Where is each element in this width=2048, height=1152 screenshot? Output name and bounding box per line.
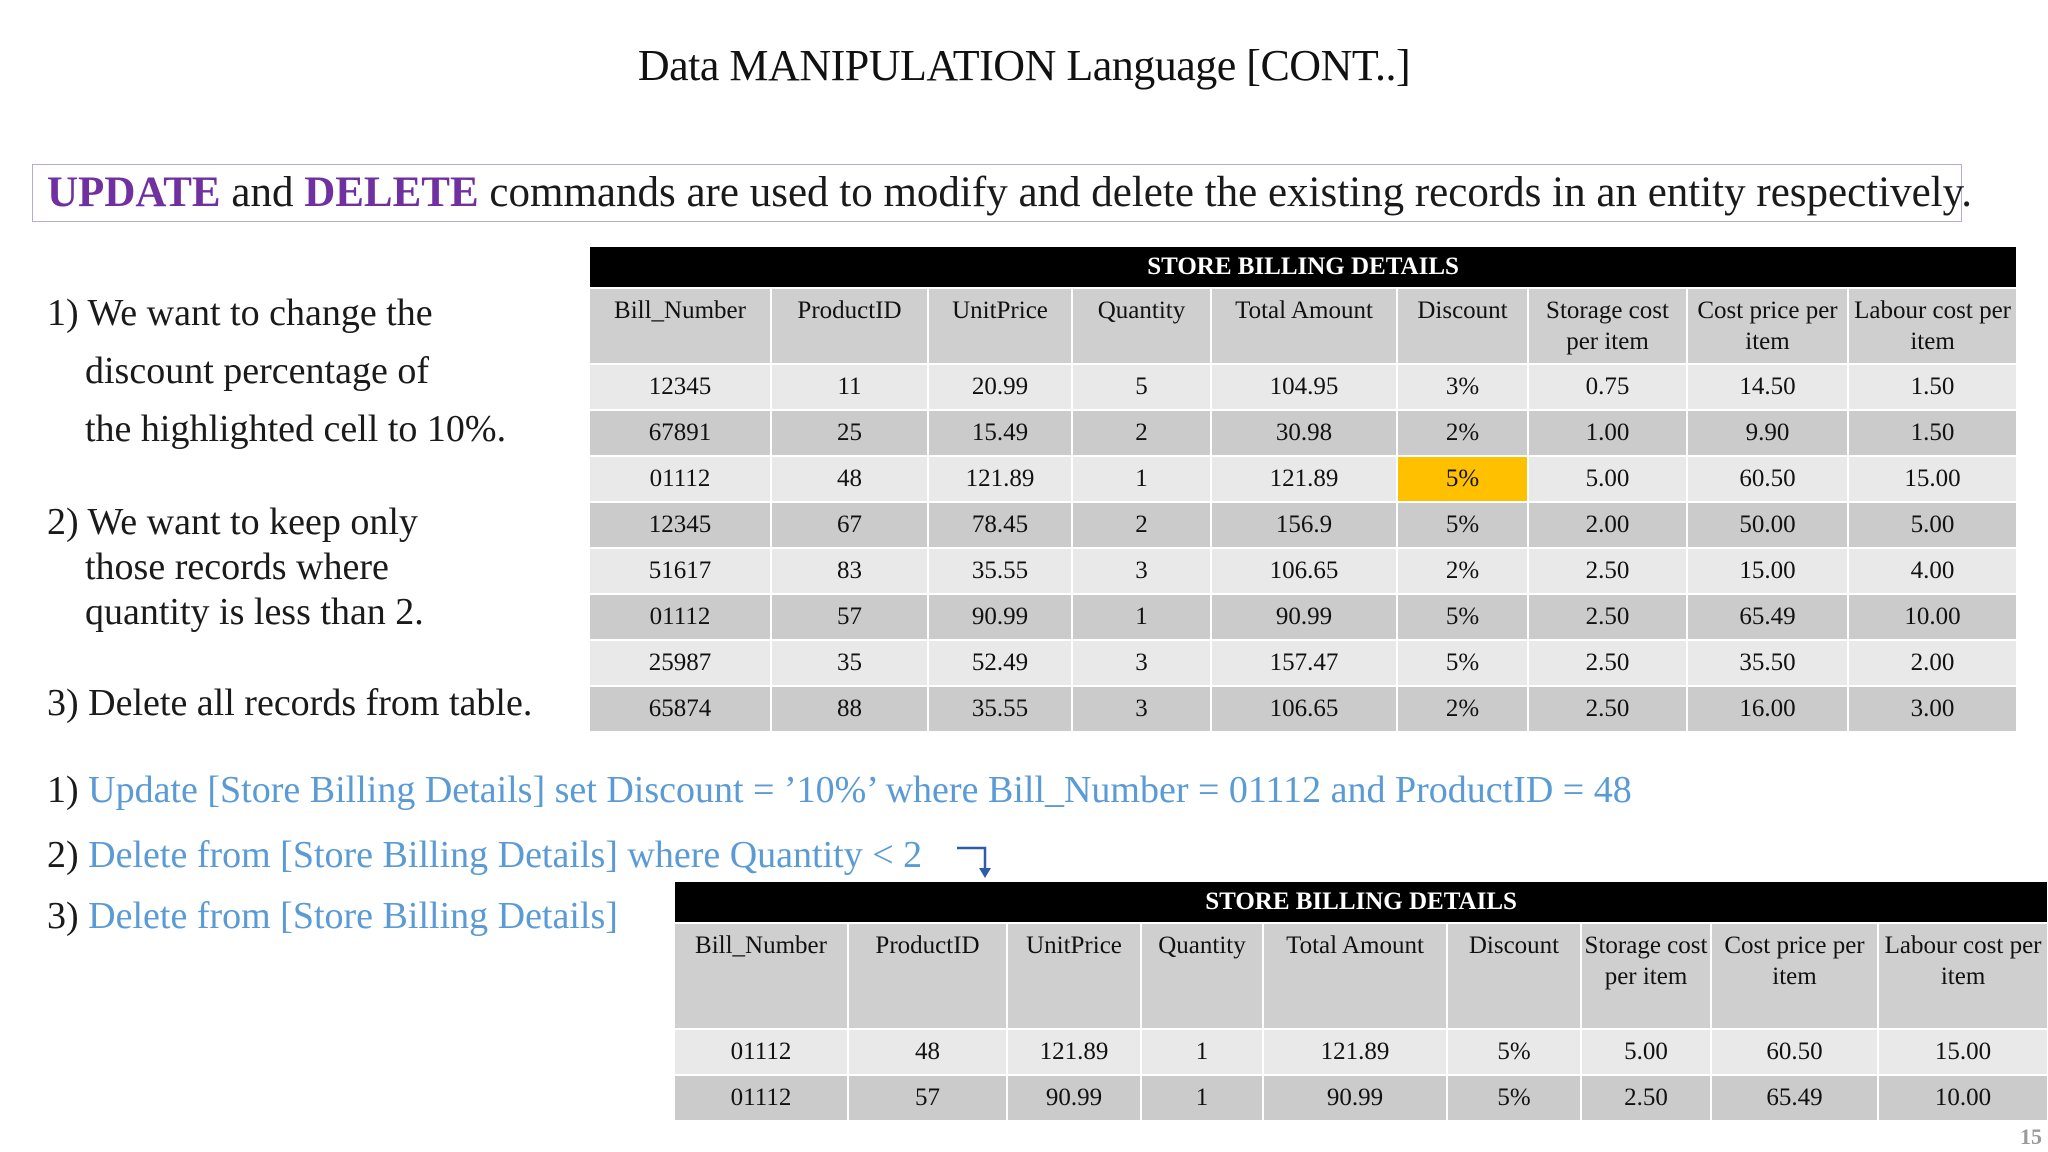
- table-cell: 01112: [589, 594, 771, 640]
- col-header: ProductID: [848, 923, 1007, 1029]
- table-cell: 52.49: [928, 640, 1072, 686]
- table-cell: 15.00: [1878, 1029, 2048, 1075]
- col-header: ProductID: [771, 288, 928, 364]
- highlighted-discount-cell: 5%: [1397, 456, 1528, 502]
- arrow-down-icon: [955, 840, 1005, 880]
- col-header: Labour cost per item: [1878, 923, 2048, 1029]
- task-1-line2: discount percentage of: [85, 350, 429, 392]
- answer-1-number: 1): [47, 769, 89, 811]
- answer-3: [47, 894, 618, 938]
- table-row: [589, 548, 2017, 594]
- task-3: [47, 674, 607, 732]
- table-cell: 35.50: [1687, 640, 1848, 686]
- col-header: Quantity: [1072, 288, 1211, 364]
- table-cell: 3%: [1397, 364, 1528, 410]
- table-cell: 10.00: [1848, 594, 2017, 640]
- page-number: 15: [2020, 1124, 2042, 1149]
- table-cell: 5%: [1447, 1029, 1581, 1075]
- table-cell: 90.99: [1211, 594, 1397, 640]
- task-1-line3: the highlighted cell to 10%.: [85, 408, 507, 450]
- answer-2-sql: Delete from [Store Billing Details] where Quantity < 2: [88, 834, 923, 876]
- task-2-line2: those records where: [85, 546, 389, 588]
- answer-1-sql: Update [Store Billing Details] set Discount = ’10%’ where Bill_Number = 01112 and ProductID = 48: [88, 769, 1632, 811]
- table-cell: 25: [771, 410, 928, 456]
- header-row: [674, 923, 2048, 1029]
- table-cell: 65.49: [1687, 594, 1848, 640]
- table-cell: 2.50: [1581, 1075, 1711, 1121]
- table-cell: 3: [1072, 686, 1211, 732]
- table-cell: 67891: [589, 410, 771, 456]
- task-1-line1: 1) We want to change the: [47, 292, 433, 334]
- table-cell: 0.75: [1528, 364, 1687, 410]
- task-2-line3: quantity is less than 2.: [85, 591, 424, 633]
- table-caption: STORE BILLING DETAILS: [589, 246, 2017, 288]
- table-cell: 2.00: [1528, 502, 1687, 548]
- table-row: [589, 594, 2017, 640]
- table-cell: 60.50: [1687, 456, 1848, 502]
- table-cell: 2.50: [1528, 640, 1687, 686]
- store-billing-table-result: [673, 880, 2048, 1122]
- table-cell: 1: [1141, 1075, 1263, 1121]
- table-cell: 90.99: [1263, 1075, 1447, 1121]
- table-cell: 30.98: [1211, 410, 1397, 456]
- table-cell: 2: [1072, 410, 1211, 456]
- table-cell: 48: [771, 456, 928, 502]
- col-header: Cost price per item: [1711, 923, 1878, 1029]
- table-cell: 2%: [1397, 548, 1528, 594]
- table-cell: 01112: [589, 456, 771, 502]
- table-cell: 50.00: [1687, 502, 1848, 548]
- table-cell: 3: [1072, 640, 1211, 686]
- table-cell: 83: [771, 548, 928, 594]
- table-row: [589, 640, 2017, 686]
- task-2-line1: 2) We want to keep only: [47, 501, 418, 543]
- table-cell: 1: [1072, 594, 1211, 640]
- table-cell: 14.50: [1687, 364, 1848, 410]
- table-cell: 2.00: [1848, 640, 2017, 686]
- table-cell: 57: [848, 1075, 1007, 1121]
- table-cell: 88: [771, 686, 928, 732]
- table-cell: 2.50: [1528, 686, 1687, 732]
- answer-3-sql: Delete from [Store Billing Details]: [88, 895, 618, 937]
- table-cell: 5.00: [1848, 502, 2017, 548]
- table-cell: 12345: [589, 502, 771, 548]
- table-cell: 35.55: [928, 686, 1072, 732]
- table-cell: 16.00: [1687, 686, 1848, 732]
- delete-keyword: DELETE: [304, 169, 479, 216]
- table-cell: 10.00: [1878, 1075, 2048, 1121]
- table-cell: 121.89: [928, 456, 1072, 502]
- table-cell: 01112: [674, 1075, 848, 1121]
- table-cell: 51617: [589, 548, 771, 594]
- table-row: [589, 364, 2017, 410]
- table-cell: 15.00: [1848, 456, 2017, 502]
- answer-1: [47, 768, 1632, 812]
- table-cell: 121.89: [1007, 1029, 1141, 1075]
- store-billing-table-original: [588, 245, 2018, 733]
- table-cell: 1: [1072, 456, 1211, 502]
- col-header: Total Amount: [1211, 288, 1397, 364]
- col-header: Discount: [1397, 288, 1528, 364]
- task-3-line1: 3) Delete all records from table.: [47, 682, 533, 724]
- table-cell: 121.89: [1211, 456, 1397, 502]
- table-cell: 5.00: [1528, 456, 1687, 502]
- table-cell: 2: [1072, 502, 1211, 548]
- task-2: [47, 500, 587, 635]
- table-cell: 5: [1072, 364, 1211, 410]
- table-cell: 90.99: [1007, 1075, 1141, 1121]
- col-header: UnitPrice: [1007, 923, 1141, 1029]
- table-row: [589, 410, 2017, 456]
- table-cell: 5%: [1397, 502, 1528, 548]
- intro-statement: [32, 164, 1973, 222]
- answer-2-number: 2): [47, 834, 89, 876]
- table-cell: 2%: [1397, 686, 1528, 732]
- table-cell: 35: [771, 640, 928, 686]
- col-header: Labour cost per item: [1848, 288, 2017, 364]
- table-cell: 1.50: [1848, 364, 2017, 410]
- table-cell: 67: [771, 502, 928, 548]
- table-cell: 15.00: [1687, 548, 1848, 594]
- table-cell: 60.50: [1711, 1029, 1878, 1075]
- answer-3-number: 3): [47, 895, 89, 937]
- table-cell: 78.45: [928, 502, 1072, 548]
- table-row: [674, 1029, 2048, 1075]
- table-cell: 2%: [1397, 410, 1528, 456]
- col-header: Quantity: [1141, 923, 1263, 1029]
- intro-and: and: [220, 169, 305, 216]
- table-row: [674, 1075, 2048, 1121]
- header-row: [589, 288, 2017, 364]
- table-caption: STORE BILLING DETAILS: [674, 881, 2048, 923]
- table-cell: 25987: [589, 640, 771, 686]
- table-cell: 5%: [1447, 1075, 1581, 1121]
- table-cell: 5%: [1397, 594, 1528, 640]
- table-cell: 156.9: [1211, 502, 1397, 548]
- col-header: Bill_Number: [674, 923, 848, 1029]
- table-cell: 65874: [589, 686, 771, 732]
- table-cell: 57: [771, 594, 928, 640]
- table-cell: 3.00: [1848, 686, 2017, 732]
- col-header: Bill_Number: [589, 288, 771, 364]
- table-cell: 106.65: [1211, 686, 1397, 732]
- table-cell: 20.99: [928, 364, 1072, 410]
- table-cell: 2.50: [1528, 594, 1687, 640]
- table-row: [589, 686, 2017, 732]
- table-cell: 90.99: [928, 594, 1072, 640]
- col-header: Cost price per item: [1687, 288, 1848, 364]
- table-cell: 5.00: [1581, 1029, 1711, 1075]
- table-row: [589, 456, 2017, 502]
- table-cell: 5%: [1397, 640, 1528, 686]
- table-cell: 9.90: [1687, 410, 1848, 456]
- table-cell: 121.89: [1263, 1029, 1447, 1075]
- table-cell: 12345: [589, 364, 771, 410]
- update-keyword: UPDATE: [47, 169, 221, 216]
- table-cell: 104.95: [1211, 364, 1397, 410]
- table-cell: 3: [1072, 548, 1211, 594]
- table-cell: 65.49: [1711, 1075, 1878, 1121]
- col-header: UnitPrice: [928, 288, 1072, 364]
- col-header: Storage cost per item: [1581, 923, 1711, 1029]
- table-row: [589, 502, 2017, 548]
- table-cell: 4.00: [1848, 548, 2017, 594]
- table-cell: 35.55: [928, 548, 1072, 594]
- table-cell: 15.49: [928, 410, 1072, 456]
- col-header: Storage cost per item: [1528, 288, 1687, 364]
- answer-2: [47, 833, 922, 877]
- task-1: [47, 284, 587, 458]
- slide-title: Data MANIPULATION Language [CONT..]: [637, 41, 1411, 90]
- table-cell: 1.50: [1848, 410, 2017, 456]
- table-cell: 157.47: [1211, 640, 1397, 686]
- table-cell: 11: [771, 364, 928, 410]
- table-cell: 1: [1141, 1029, 1263, 1075]
- intro-rest: commands are used to modify and delete the existing records in an entity respectively.: [478, 169, 1973, 216]
- table-cell: 01112: [674, 1029, 848, 1075]
- col-header: Discount: [1447, 923, 1581, 1029]
- table-cell: 1.00: [1528, 410, 1687, 456]
- table-cell: 48: [848, 1029, 1007, 1075]
- col-header: Total Amount: [1263, 923, 1447, 1029]
- table-cell: 106.65: [1211, 548, 1397, 594]
- table-cell: 2.50: [1528, 548, 1687, 594]
